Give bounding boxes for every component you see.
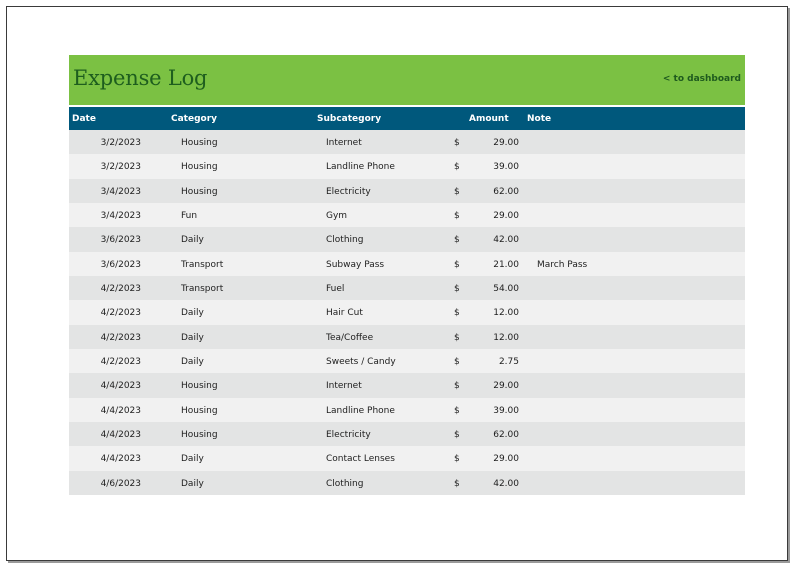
cell-subcategory: Subway Pass: [326, 259, 385, 270]
cell-subcategory: Landline Phone: [326, 162, 395, 173]
cell-subcategory: Sweets / Candy: [326, 357, 396, 368]
cell-subcategory: Fuel: [326, 284, 345, 295]
cell-currency: $: [454, 332, 460, 343]
table-row[interactable]: [69, 227, 745, 251]
cell-category: Housing: [181, 405, 218, 416]
page-title: Expense Log: [73, 66, 208, 90]
table-row[interactable]: [69, 325, 745, 349]
cell-amount: 42.00: [493, 235, 519, 246]
dashboard-link[interactable]: < to dashboard: [662, 74, 741, 84]
column-header-amount[interactable]: Amount: [469, 114, 509, 124]
cell-amount: 39.00: [493, 162, 519, 173]
cell-date: 4/4/2023: [100, 405, 141, 416]
cell-currency: $: [454, 259, 460, 270]
cell-date: 4/4/2023: [100, 430, 141, 441]
cell-subcategory: Clothing: [326, 235, 364, 246]
cell-subcategory: Contact Lenses: [326, 454, 395, 465]
cell-subcategory: Electricity: [326, 186, 371, 197]
table-row[interactable]: [69, 154, 745, 178]
cell-currency: $: [454, 211, 460, 222]
document-page: [6, 6, 788, 561]
table-row[interactable]: [69, 398, 745, 422]
cell-category: Transport: [181, 284, 224, 295]
cell-currency: $: [454, 186, 460, 197]
table-row[interactable]: [69, 203, 745, 227]
cell-subcategory: Clothing: [326, 478, 364, 489]
cell-note: March Pass: [537, 259, 588, 270]
cell-currency: $: [454, 430, 460, 441]
column-header-category[interactable]: Category: [171, 114, 218, 124]
table-row[interactable]: [69, 179, 745, 203]
cell-currency: $: [454, 405, 460, 416]
column-header-date[interactable]: Date: [72, 114, 96, 124]
table-row[interactable]: [69, 446, 745, 470]
cell-date: 4/2/2023: [100, 332, 141, 343]
cell-subcategory: Gym: [326, 211, 348, 222]
cell-category: Housing: [181, 186, 218, 197]
cell-currency: $: [454, 138, 460, 148]
cell-category: Daily: [181, 235, 204, 246]
table-row[interactable]: [69, 130, 745, 154]
table-body: [69, 130, 745, 495]
cell-subcategory: Internet: [326, 381, 362, 392]
cell-category: Transport: [181, 259, 224, 270]
cell-amount: 42.00: [493, 478, 519, 489]
cell-amount: 39.00: [493, 405, 519, 416]
column-header-subcategory[interactable]: Subcategory: [317, 114, 382, 124]
cell-date: 4/2/2023: [100, 284, 141, 295]
cell-currency: $: [454, 235, 460, 246]
cell-currency: $: [454, 381, 460, 392]
cell-category: Housing: [181, 381, 218, 392]
cell-amount: 54.00: [493, 284, 519, 295]
table-row[interactable]: [69, 300, 745, 324]
cell-date: 3/4/2023: [100, 211, 141, 222]
cell-date: 4/6/2023: [100, 478, 141, 489]
cell-amount: 12.00: [493, 332, 519, 343]
cell-amount: 2.75: [498, 357, 519, 368]
cell-currency: $: [454, 284, 460, 295]
cell-category: Daily: [181, 357, 204, 368]
table-row[interactable]: [69, 252, 745, 276]
cell-category: Housing: [181, 162, 218, 173]
cell-subcategory: Tea/Coffee: [326, 332, 374, 343]
cell-currency: $: [454, 357, 460, 368]
cell-date: 3/2/2023: [100, 162, 141, 173]
table-row[interactable]: [69, 373, 745, 397]
cell-currency: $: [454, 454, 460, 465]
cell-category: Daily: [181, 332, 204, 343]
title-banner: [69, 55, 745, 105]
cell-currency: $: [454, 308, 460, 319]
cell-amount: 62.00: [493, 186, 519, 197]
cell-currency: $: [454, 162, 460, 173]
cell-date: 4/4/2023: [100, 454, 141, 465]
cell-amount: 12.00: [493, 308, 519, 319]
cell-subcategory: Hair Cut: [326, 308, 363, 319]
cell-date: 4/2/2023: [100, 308, 141, 319]
cell-category: Daily: [181, 478, 204, 489]
cell-category: Daily: [181, 454, 204, 465]
cell-date: 4/4/2023: [100, 381, 141, 392]
table-header: [69, 107, 745, 130]
cell-amount: 29.00: [493, 381, 519, 392]
cell-subcategory: Landline Phone: [326, 405, 395, 416]
cell-date: 3/6/2023: [100, 235, 141, 246]
cell-date: 3/4/2023: [100, 186, 141, 197]
cell-amount: 21.00: [493, 259, 519, 270]
cell-subcategory: Electricity: [326, 430, 371, 441]
cell-currency: $: [454, 478, 460, 489]
cell-amount: 29.00: [493, 454, 519, 465]
table-row[interactable]: [69, 471, 745, 495]
cell-amount: 29.00: [493, 138, 519, 148]
cell-category: Housing: [181, 430, 218, 441]
expense-log-sheet: [69, 55, 745, 495]
cell-category: Housing: [181, 138, 218, 148]
cell-date: 4/2/2023: [100, 357, 141, 368]
cell-date: 3/2/2023: [100, 138, 141, 148]
cell-category: Daily: [181, 308, 204, 319]
column-header-note[interactable]: Note: [527, 114, 552, 124]
cell-amount: 29.00: [493, 211, 519, 222]
cell-date: 3/6/2023: [100, 259, 141, 270]
cell-category: Fun: [181, 211, 198, 222]
cell-subcategory: Internet: [326, 138, 362, 148]
table-row[interactable]: [69, 422, 745, 446]
cell-amount: 62.00: [493, 430, 519, 441]
table-row[interactable]: [69, 349, 745, 373]
table-row[interactable]: [69, 276, 745, 300]
